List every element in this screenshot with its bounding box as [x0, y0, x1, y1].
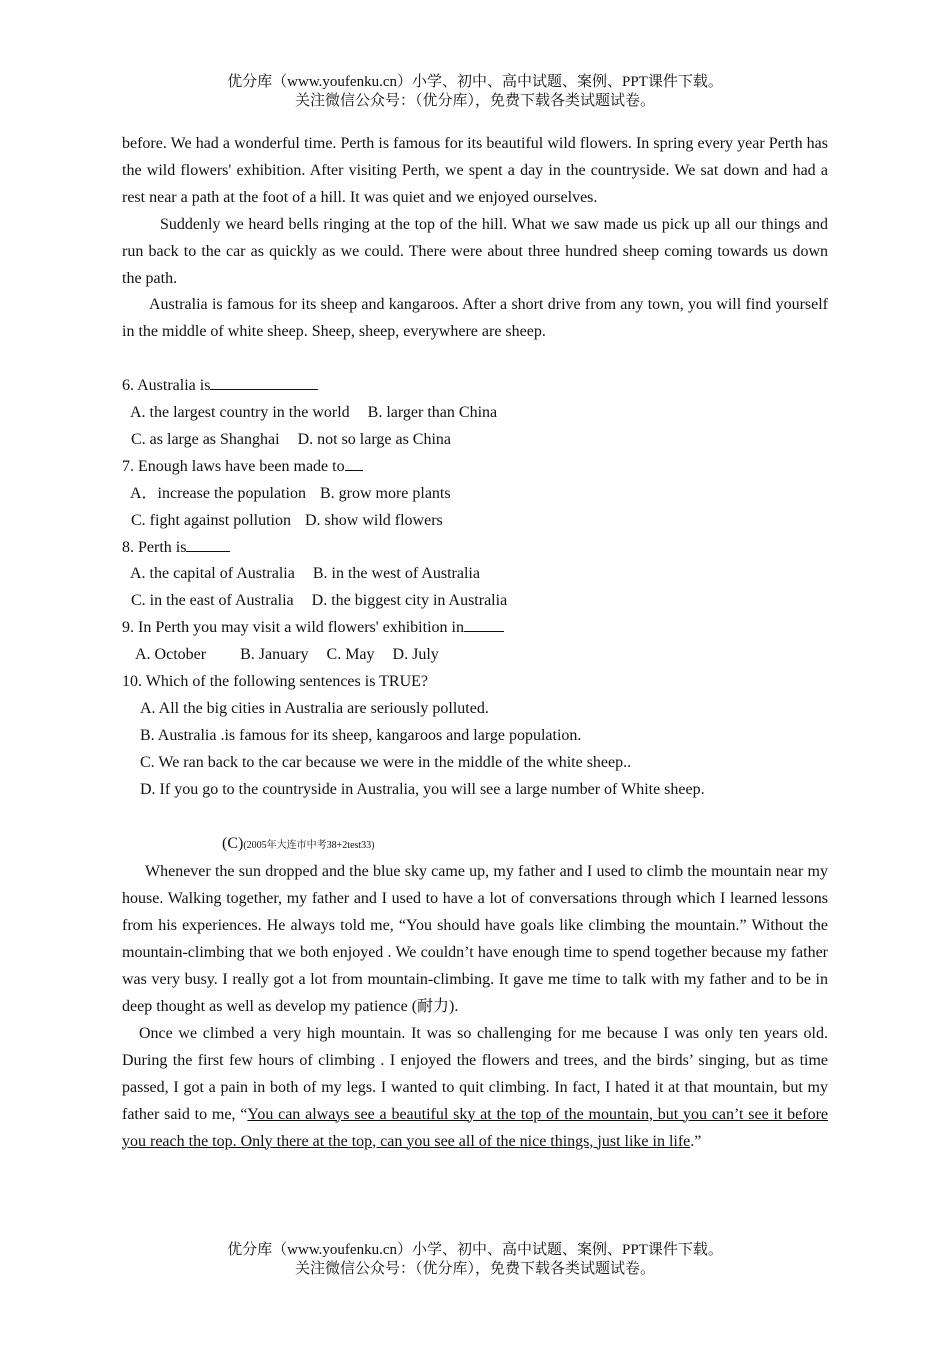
section-c-paragraph-2-start: Once we climbed a very high mountain. It was so challenging for me because I was only ten years old. During the first few hours of climbing . I enjoyed the flowers and trees, and the birds’ singing, but as time passed, I got a pain in both of my legs. I wanted to quit climbing. In fact, I hated it at that mountain, but my father said to me, “	[122, 1024, 828, 1123]
footer-banner	[0, 1241, 950, 1279]
option-6c: C. as large as Shanghai	[131, 430, 280, 448]
footer-line-2: 关注微信公众号：（优分库），免费下载各类试题试卷。	[294, 1261, 655, 1277]
section-c-source: (2005年大连市中考38+2test33)	[243, 839, 375, 851]
question-8	[122, 535, 828, 562]
question-10: 10. Which of the following sentences is TRUE?	[122, 673, 429, 691]
option-8c: C. in the east of Australia	[131, 592, 294, 610]
option-6d: D. not so large as China	[297, 430, 452, 448]
question-7-options-row-1	[122, 481, 828, 508]
option-9a: A. October	[135, 646, 207, 664]
header-banner	[0, 73, 950, 111]
section-c-paragraph-2-end: .”	[690, 1132, 702, 1150]
header-line-1: 优分库（www.youfenku.cn）小学、初中、高中试题、案例、PPT课件下载。	[227, 74, 723, 90]
document-body	[122, 131, 828, 1155]
question-8-stem: 8. Perth is	[122, 538, 187, 556]
option-9c: C. May	[326, 646, 375, 664]
passage-paragraph-2: Suddenly we heard bells ringing at the top of the hill. What we saw made us pick up all our things and run back to the car as quickly as we could. There were about three hundred sheep coming towards us down the path.	[122, 215, 828, 287]
option-8b: B. in the west of Australia	[312, 565, 480, 583]
option-10c: C. We ran back to the car because we were in the middle of the white sheep..	[140, 753, 632, 771]
question-6-stem: 6. Australia is	[122, 377, 211, 395]
question-7-options-row-2	[122, 508, 828, 535]
question-7	[122, 454, 828, 481]
question-6-options-row-2	[122, 427, 828, 454]
option-6b: B. larger than China	[367, 404, 498, 422]
question-7-stem: 7. Enough laws have been made to	[122, 457, 345, 475]
option-7c: C. fight against pollution	[131, 511, 291, 529]
question-6	[122, 373, 828, 400]
option-9d: D. July	[392, 646, 439, 664]
passage-paragraph-3: Australia is famous for its sheep and kangaroos. After a short drive from any town, you will find yourself in the middle of white sheep. Sheep, sheep, everywhere are sheep.	[122, 296, 828, 341]
footer-line-1: 优分库（www.youfenku.cn）小学、初中、高中试题、案例、PPT课件下载。	[227, 1242, 723, 1258]
question-9-options	[122, 642, 828, 669]
section-c-paragraph-1: Whenever the sun dropped and the blue sky came up, my father and I used to climb the mountain near my house. Walking together, my father and I used to have a lot of conversations through which I learned lessons from his experiences. He always told me, “You should have goals like climbing the mountain.” Without the mountain-climbing that we both enjoyed . We couldn’t have enough time to spend together because my father was very busy. I really got a lot from mountain-climbing. It gave me time to talk with my father and to be in deep thought as well as develop my patience (耐力).	[122, 863, 828, 1015]
option-10d: D. If you go to the countryside in Australia, you will see a large number of White sheep.	[140, 780, 705, 798]
option-7a: A．increase the population	[130, 484, 306, 502]
underlined-quote: You can always see a beautiful sky at the top of the mountain, but you can’t see it before you reach the top. Only there at the top, can you see all of the nice things, just like in life	[122, 1105, 829, 1150]
question-9-stem: 9. In Perth you may visit a wild flowers' exhibition in	[122, 619, 464, 637]
option-7b: B. grow more plants	[319, 484, 451, 502]
question-9	[122, 615, 828, 642]
option-9b: B. January	[240, 646, 309, 664]
option-10b: B. Australia .is famous for its sheep, kangaroos and large population.	[140, 726, 582, 744]
option-6a: A. the largest country in the world	[130, 404, 350, 422]
option-7d: D. show wild flowers	[305, 511, 443, 529]
section-c-paragraph-2	[122, 1021, 828, 1156]
passage-paragraph-1: before. We had a wonderful time. Perth is famous for its beautiful wild flowers. In spring every year Perth has the wild flowers' exhibition. After visiting Perth, we spent a day in the countryside. We sat down and had a rest near a path at the foot of a hill. It was quiet and we enjoyed ourselves.	[122, 135, 828, 206]
option-10a: A. All the big cities in Australia are seriously polluted.	[140, 700, 489, 718]
option-8d: D. the biggest city in Australia	[311, 592, 508, 610]
question-8-options-row-1	[122, 561, 828, 588]
section-c-heading	[122, 831, 828, 860]
header-line-2: 关注微信公众号：（优分库），免费下载各类试题试卷。	[294, 93, 655, 109]
option-8a: A. the capital of Australia	[130, 565, 295, 583]
section-c-label: (C)	[222, 834, 244, 852]
question-8-options-row-2	[122, 588, 828, 615]
question-6-options-row-1	[122, 400, 828, 427]
